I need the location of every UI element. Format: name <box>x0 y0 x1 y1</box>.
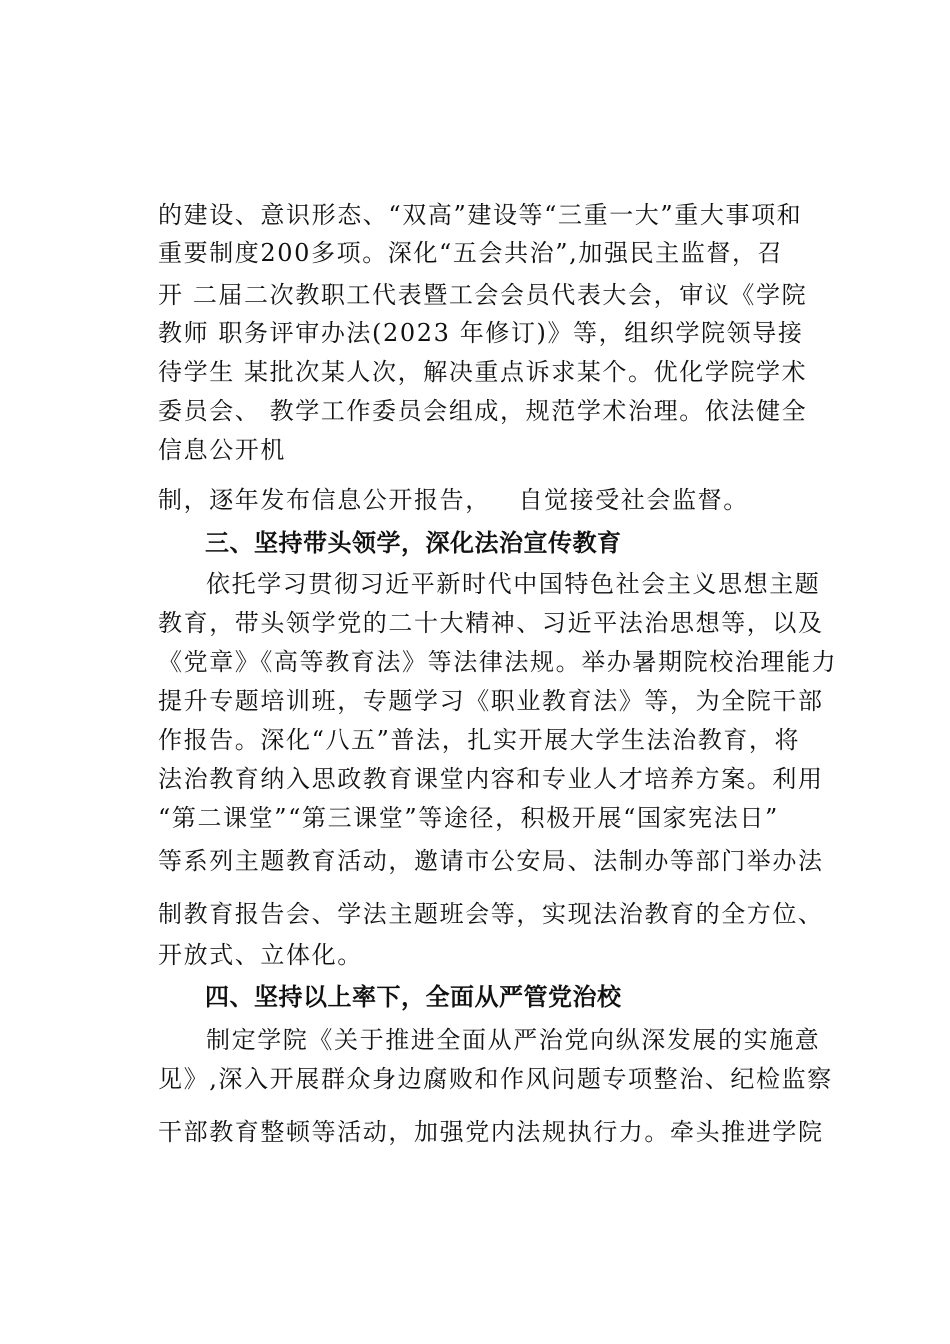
text-line: 制，逐年发布信息公开报告， 自觉接受社会监督。 <box>158 486 749 514</box>
text-line: 干部教育整顿等活动，加强党内法规执行力。牵头推进学院 <box>158 1118 824 1146</box>
text-line: 委员会、 教学工作委员会组成，规范学术治理。依法健全 <box>158 397 808 425</box>
text-line: 待学生 某批次某人次，解决重点诉求某个。优化学院学术 <box>158 358 808 386</box>
text-line: 依托学习贯彻习近平新时代中国特色社会主义思想主题 <box>206 570 821 598</box>
text-line: 等系列主题教育活动，邀请市公安局、法制办等部门举办法 <box>158 847 824 875</box>
text-line: 提升专题培训班，专题学习《职业教育法》等，为全院干部 <box>158 687 824 715</box>
text-line: 《党章》《高等教育法》等法律法规。举办暑期院校治理能力 <box>158 648 838 676</box>
text-line: 教育，带头领学党的二十大精神、习近平法治思想等，以及 <box>158 609 824 637</box>
section-heading: 四、坚持以上率下，全面从严管党治校 <box>205 983 622 1011</box>
text-line: 的建设、意识形态、“双高”建设等“三重一大”重大事项和 <box>158 201 803 229</box>
section-heading: 三、坚持带头领学，深化法治宣传教育 <box>205 529 622 557</box>
text-line: 重要制度200多项。深化“五会共治”,加强民主监督，召 <box>158 239 784 267</box>
text-line: 制教育报告会、学法主题班会等，实现法治教育的全方位、 <box>158 900 824 928</box>
text-line: “第二课堂”“第三课堂”等途径，积极开展“国家宪法日” <box>158 804 779 832</box>
text-line: 教师 职务评审办法(2023 年修订)》等，组织学院领导接 <box>158 319 804 347</box>
text-line: 开 二届二次教职工代表暨工会会员代表大会，审议《学院 <box>158 281 808 309</box>
text-line: 见》,深入开展群众身边腐败和作风问题专项整治、纪检监察 <box>158 1065 833 1093</box>
text-line: 法治教育纳入思政教育课堂内容和专业人才培养方案。利用 <box>158 765 824 793</box>
text-line: 作报告。深化“八五”普法，扎实开展大学生法治教育，将 <box>158 726 801 754</box>
text-line: 信息公开机 <box>158 436 286 464</box>
text-line: 开放式、立体化。 <box>158 941 363 969</box>
text-line: 制定学院《关于推进全面从严治党向纵深发展的实施意 <box>206 1026 821 1054</box>
